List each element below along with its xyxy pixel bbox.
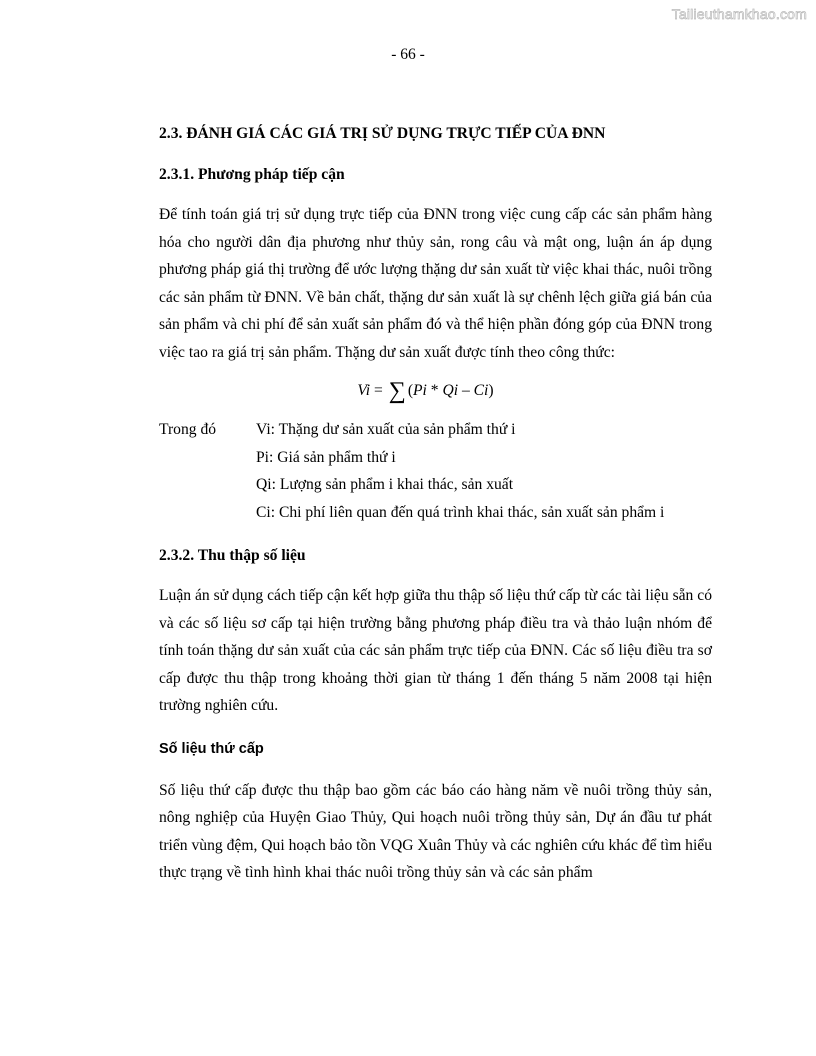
subsection-title-secondary-data: Số liệu thứ cấp	[159, 740, 264, 757]
formula	[159, 380, 712, 402]
formula-times: *	[426, 382, 443, 399]
sigma-symbol: ∑	[388, 378, 406, 404]
definition-row	[159, 499, 712, 527]
approach-paragraph: Để tính toán giá trị sử dụng trực tiếp của ĐNN trong việc cung cấp các sản phẩm hàng hóa cho người dân địa phương như thủy sản, rong câu và mật ong, luận án áp dụng phương pháp giá thị trường để ước lượng thặng dư sản xuất từ việc khai thác, nuôi trồng các sản phẩm từ ĐNN. Về bản chất, thặng dư sản xuất là sự chênh lệch giữa giá bán của sản phẩm và chi phí để sản xuất sản phẩm đó và thể hiện phần đóng góp của ĐNN trong việc tao ra giá trị sản phẩm. Thặng dư sản xuất được tính theo công thức:	[159, 206, 712, 361]
definition-row	[159, 416, 712, 444]
data-collection-paragraph: Luận án sử dụng cách tiếp cận kết hợp giữa thu thập số liệu thứ cấp từ các tài liệu sẵn có và các số liệu sơ cấp tại hiện trường bằng phương pháp điều tra và thảo luận nhóm để tính toán thặng dư sản xuất của các sản phẩm trực tiếp của ĐNN. Các số liệu điều tra sơ cấp được thu thập trong khoảng thời gian từ tháng 1 đến tháng 5 năm 2008 tại hiện trường nghiên cứu.	[159, 587, 712, 714]
formula-equals: =	[370, 382, 387, 399]
definition-row	[159, 471, 712, 499]
secondary-data-paragraph: Số liệu thứ cấp được thu thập bao gồm các báo cáo hàng năm về nuôi trồng thủy sản, nông nghiệp của Huyện Giao Thủy, Qui hoạch nuôi trồng thủy sản, Dự án đầu tư phát triển vùng đệm, Qui hoạch bảo tồn VQG Xuân Thủy và các nghiên cứu khác để tìm hiểu thực trạng về tình hình khai thác nuôi trồng thủy sản và các sản phẩm	[159, 781, 712, 881]
formula-minus: –	[458, 382, 474, 399]
definition-ci: Ci: Chi phí liên quan đến quá trình khai thác, sản xuất sản phẩm i	[256, 503, 665, 521]
watermark: Tailieuthamkhao.com	[671, 6, 807, 22]
definition-vi: Vi: Thặng dư sản xuất của sản phẩm thứ i	[256, 421, 516, 438]
page-number: - 66 -	[391, 46, 425, 63]
formula-close-paren: )	[488, 382, 494, 399]
formula-pi: Pi	[413, 382, 427, 399]
formula-ci: Ci	[473, 382, 489, 399]
page-content	[159, 123, 712, 887]
definition-qi: Qi: Lượng sản phẩm i khai thác, sản xuất	[256, 476, 514, 493]
formula-lhs: Vi	[357, 382, 371, 399]
formula-open-paren: (	[407, 382, 414, 399]
subsection-title-approach: 2.3.1. Phương pháp tiếp cận	[159, 166, 345, 183]
definition-row	[159, 444, 712, 472]
formula-qi: Qi	[442, 382, 459, 399]
section-title: 2.3. ĐÁNH GIÁ CÁC GIÁ TRỊ SỬ DỤNG TRỰC TIẾP CỦA ĐNN	[159, 125, 606, 142]
subsection-title-data-collection: 2.3.2. Thu thập số liệu	[159, 547, 306, 564]
definition-pi: Pi: Giá sản phẩm thứ i	[256, 448, 396, 466]
definitions-list	[159, 416, 712, 526]
where-label: Trong đó	[159, 421, 217, 438]
